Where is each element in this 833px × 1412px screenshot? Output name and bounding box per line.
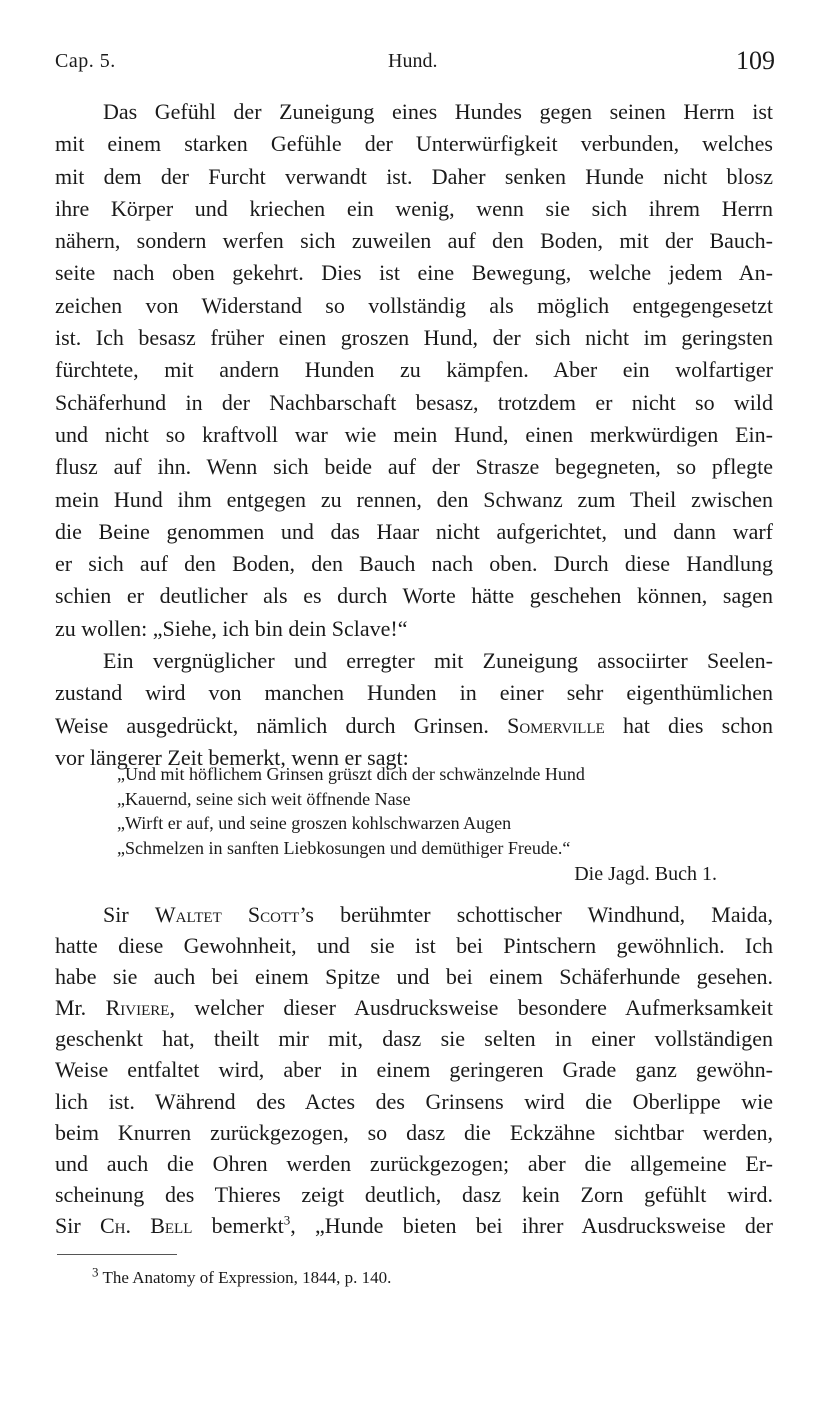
poem-line: „Und mit höflichem Grinsen grüszt dich der schwänzelnde Hund — [117, 764, 585, 784]
main-text-lower — [55, 899, 773, 1241]
running-title: Hund. — [388, 50, 438, 72]
text-line: lich ist. Während des Actes des Grinsens wird die Oberlippe wie — [55, 1088, 773, 1114]
footnote-separator — [57, 1254, 177, 1255]
poem-quote — [117, 762, 717, 887]
text-line: fürchtete, mit andern Hunden zu kämpfen. Aber ein wolfartiger — [55, 357, 773, 383]
poem-line: „Wirft er auf, und seine groszen kohlschwarzen Augen — [117, 813, 512, 833]
text-line: und nicht so kraftvoll war wie mein Hund, einen merkwürdigen Ein- — [55, 421, 773, 447]
footnote-text: The Anatomy of Expression, 1844, p. 140. — [102, 1268, 392, 1287]
text-line: zu wollen: „Siehe, ich bin dein Sclave!“ — [55, 615, 408, 641]
text-line: Ein vergnüglicher und erregter mit Zuneigung associirter Seelen- — [103, 648, 773, 674]
text-line: und auch die Ohren werden zurückgezogen; aber die allgemeine Er- — [55, 1150, 773, 1176]
text-fragment: bemerkt — [192, 1212, 284, 1238]
text-line: geschenkt hat, theilt mir mit, dasz sie selten in einer vollständigen — [55, 1026, 773, 1052]
text-fragment: hat dies schon — [604, 712, 773, 738]
text-line — [55, 710, 773, 742]
footnote-marker: 3 — [92, 1264, 99, 1280]
text-line: seite nach oben gekehrt. Dies ist eine Bewegung, welche jedem An- — [55, 260, 773, 286]
text-line: nähern, sondern werfen sich zuweilen auf den Boden, mit der Bauch- — [55, 228, 773, 254]
text-fragment: , welcher dieser Ausdrucksweise besondere Aufmerksamkeit — [169, 995, 773, 1021]
paragraph-2 — [55, 645, 773, 774]
text-fragment: ’s berühmter schottischer Windhund, Maida, — [299, 902, 773, 927]
footnote — [92, 1264, 392, 1288]
text-line: habe sie auch bei einem Spitze und bei einem Schäferhunde gesehen. — [55, 964, 773, 990]
poem-line: „Kauernd, seine sich weit öffnende Nase — [117, 788, 411, 809]
text-line: Das Gefühl der Zuneigung eines Hundes gegen seinen Herrn ist — [103, 99, 773, 124]
main-text-upper — [55, 96, 773, 774]
text-line: beim Knurren zurückgezogen, so dasz die Eckzähne sichtbar werden, — [55, 1119, 773, 1145]
text-line: mit einem starken Gefühle der Unterwürfigkeit verbunden, welches — [55, 131, 773, 157]
text-line: mit dem der Furcht verwandt ist. Daher senken Hunde nicht blosz — [55, 163, 773, 189]
text-fragment: Mr. — [55, 995, 106, 1021]
text-fragment: , „Hunde bieten bei ihrer Ausdrucksweise der — [290, 1212, 773, 1238]
poem-line: „Schmelzen in sanften Liebkosungen und demüthiger Freude.“ — [117, 837, 571, 858]
text-line: Weise entfaltet wird, aber in einem geringeren Grade ganz gewöhn- — [55, 1057, 773, 1083]
text-line — [55, 1210, 773, 1241]
text-line — [55, 899, 773, 930]
text-line — [55, 992, 773, 1023]
page-number: 109 — [736, 46, 775, 75]
chapter-label: Cap. 5. — [55, 50, 116, 72]
poem-citation: Die Jagd. Buch 1. — [574, 863, 717, 885]
text-fragment: Weise ausgedrückt, nämlich durch Grinsen. — [55, 712, 508, 738]
text-line: ist. Ich besasz früher einen groszen Hund, der sich nicht im geringsten — [55, 325, 773, 351]
text-line: er sich auf den Boden, den Bauch nach oben. Durch diese Handlung — [55, 551, 773, 577]
text-fragment: Sir — [103, 902, 155, 927]
text-line: zustand wird von manchen Hunden in einer sehr eigenthümlichen — [55, 680, 773, 706]
author-name: Ch. Bell — [99, 1212, 193, 1238]
text-fragment: Sir — [55, 1212, 100, 1238]
text-line: die Beine genommen und das Haar nicht aufgerichtet, und dann warf — [55, 518, 773, 544]
text-line: vor längerer Zeit bemerkt, wenn er sagt: — [55, 744, 409, 770]
text-line: mein Hund ihm entgegen zu rennen, den Schwanz zum Theil zwischen — [55, 486, 773, 512]
text-line: zeichen von Widerstand so vollständig als möglich entgegengesetzt — [55, 292, 773, 318]
author-name: Riviere — [105, 995, 170, 1021]
running-header — [55, 46, 775, 82]
author-name: Somerville — [507, 712, 605, 738]
paragraph-1 — [55, 96, 773, 645]
footnote-reference[interactable]: 3 — [283, 1212, 291, 1228]
text-line: flusz auf ihn. Wenn sich beide auf der Strasze begegneten, so pflegte — [55, 454, 773, 480]
author-name: Waltet Scott — [154, 902, 300, 927]
text-line: hatte diese Gewohnheit, und sie ist bei Pintschern gewöhnlich. Ich — [55, 933, 773, 959]
text-line: schien er deutlicher als es durch Worte hätte geschehen können, sagen — [55, 583, 773, 609]
text-line: ihre Körper und kriechen ein wenig, wenn sie sich ihrem Herrn — [55, 195, 773, 221]
text-line: Schäferhund in der Nachbarschaft besasz, trotzdem er nicht so wild — [55, 389, 773, 415]
text-line: scheinung des Thieres zeigt deutlich, dasz kein Zorn gefühlt wird. — [55, 1181, 773, 1207]
